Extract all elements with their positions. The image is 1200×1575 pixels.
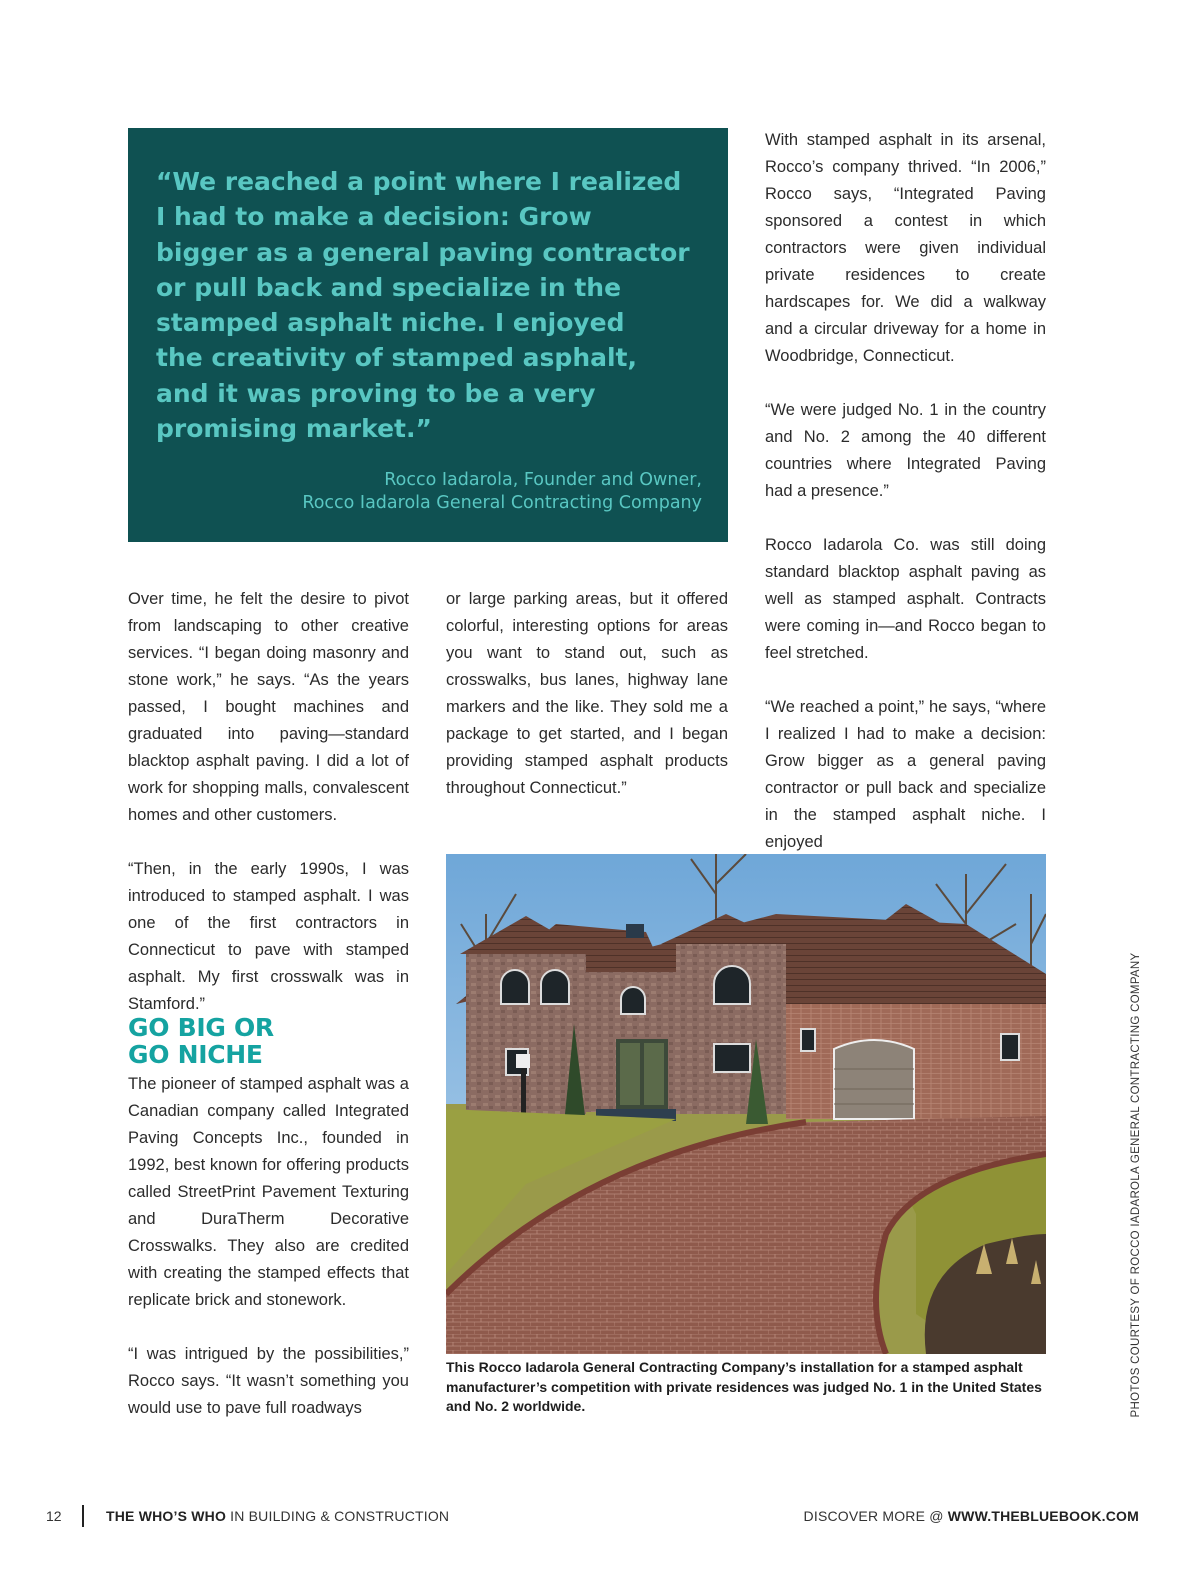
pull-quote-line: bigger as a general paving contractor [156,237,690,267]
pull-quote-line: the creativity of stamped asphalt, [156,343,638,373]
paragraph: Over time, he felt the desire to pivot from landscaping to other creative services. “I began doing masonry and stone work,” he says. “As the years passed, I bought machines and graduated into paving—standard blacktop asphalt paving. I did a lot of work for shopping malls, convalescent homes and other customers. [128,590,409,824]
house-photo [446,854,1046,1354]
paragraph: “We reached a point,” he says, “where I realized I had to make a decision: Grow bigger as a general paving contractor or pull back and specialize in the stamped asphalt niche. I enjoyed [765,698,1046,851]
website-link[interactable]: WWW.THEBLUEBOOK.COM [947,1508,1139,1524]
page-number: 12 [46,1508,62,1524]
section-heading [128,1014,418,1068]
photo-credit [1126,952,1146,1418]
pull-quote-line: and it was proving to be a very [156,378,596,408]
column-1-lower [128,1071,409,1422]
paragraph: “I was intrigued by the possibilities,” Rocco says. “It wasn’t something you would use to pave full roadways [128,1345,409,1417]
column-3 [765,127,1046,856]
attribution-name: Rocco Iadarola, Founder and Owner, [384,470,702,490]
paragraph: Rocco Iadarola Co. was still doing standard blacktop asphalt paving as well as stamped asphalt. Contracts were coming in—and Rocco began to feel stretched. [765,536,1046,662]
pull-quote-line: I had to make a decision: Grow [156,202,592,232]
section-heading-line: GO BIG OR [128,1013,274,1042]
photo-credit-text: PHOTOS COURTESY OF ROCCO IADAROLA GENERAL CONTRACTING COMPANY [1130,952,1142,1418]
publication-name [106,1505,449,1527]
pull-quote-line: or pull back and specialize in the [156,272,622,302]
pull-quote-attribution [182,469,702,515]
pull-quote-line: promising market.” [156,414,432,444]
column-2 [446,586,728,802]
discover-label: DISCOVER MORE @ [803,1508,948,1524]
pull-quote-text [156,164,718,446]
footer-divider [82,1505,84,1527]
paragraph: With stamped asphalt in its arsenal, Rocco’s company thrived. “In 2006,” Rocco says, “Integrated Paving sponsored a contest in which contractors were given individual private residences to create hardscapes for. We did a walkway and a circular driveway for a home in Woodbridge, Connecticut. [765,131,1046,365]
pull-quote-line: stamped asphalt niche. I enjoyed [156,308,625,338]
discover-more [804,1505,1139,1527]
publication-name-bold: THE WHO’S WHO [106,1508,227,1524]
publication-name-rest: IN BUILDING & CONSTRUCTION [226,1508,450,1524]
attribution-company: Rocco Iadarola General Contracting Company [302,493,702,513]
paragraph: “Then, in the early 1990s, I was introduced to stamped asphalt. I was one of the first contractors in Connecticut to pave with stamped asphalt. My first crosswalk was in Stamford.” [128,860,409,1013]
pull-quote-box [128,128,728,542]
paragraph: “We were judged No. 1 in the country and No. 2 among the 40 different countries where Integrated Paving had a presence.” [765,401,1046,500]
photo-caption: This Rocco Iadarola General Contracting Company’s installation for a stamped asphalt manufacturer’s competition with private residences was judged No. 1 in the United States and No. 2 worldwide. [446,1359,1042,1414]
column-1-upper [128,586,409,1018]
section-heading-line: GO NICHE [128,1040,263,1069]
paragraph: The pioneer of stamped asphalt was a Canadian company called Integrated Paving Concepts Inc., founded in 1992, best known for offering products called StreetPrint Pavement Texturing and DuraTherm Decorative Crosswalks. They also are credited with creating the stamped effects that replicate brick and stonework. [128,1075,409,1309]
pull-quote-line: “We reached a point where I realized [156,167,682,196]
paragraph: or large parking areas, but it offered colorful, interesting options for areas you want to stand out, such as crosswalks, bus lanes, highway lane markers and the like. They sold me a package to get started, and I began providing stamped asphalt products throughout Connecticut.” [446,590,728,797]
